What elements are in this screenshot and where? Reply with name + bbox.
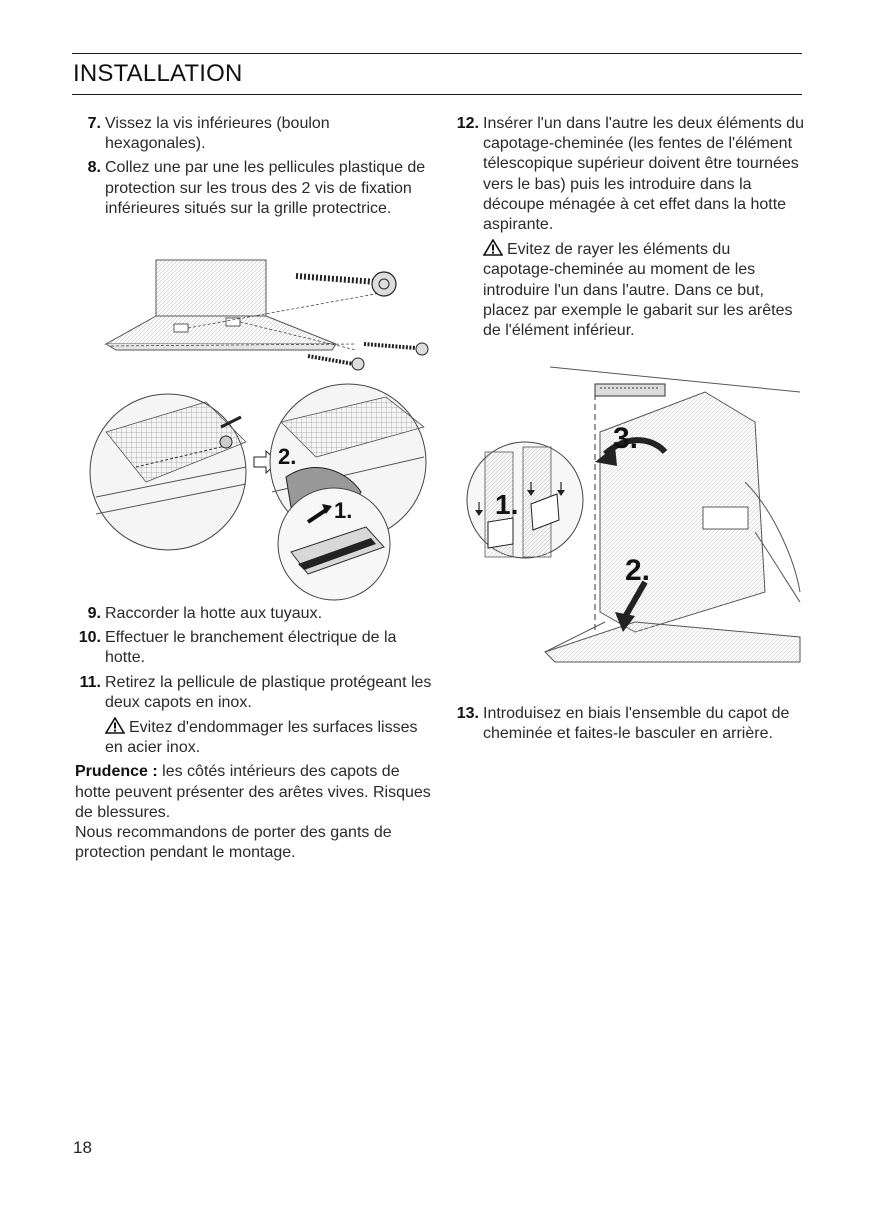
step-8	[75, 158, 430, 219]
step-number: 9.	[87, 605, 101, 622]
warning-note-12	[453, 239, 805, 341]
warning-note-11	[75, 717, 435, 758]
warning-text: Evitez d'endommager les surfaces lisses en acier inox.	[105, 719, 418, 757]
caution-text: les côtés intérieurs des capots de hotte peuvent présenter des arêtes vives. Risques de blessures.	[75, 763, 431, 821]
step-number: 8.	[87, 159, 101, 177]
step-13	[453, 704, 805, 744]
figure-label-3: 3.	[613, 422, 639, 455]
detail-circle	[467, 442, 583, 558]
caution-paragraph	[75, 762, 435, 823]
step-text: Insérer l'un dans l'autre les deux éléments du capotage-cheminée (les fentes de l'élément télescopique supérieur doivent être tournées vers le bas) puis les introduire dans la découpe ménagée à cet effet dans la hotte aspirante.	[483, 115, 804, 234]
step-text: Raccorder la hotte aux tuyaux.	[105, 605, 323, 622]
step-9	[75, 604, 435, 624]
step-number: 11.	[79, 673, 101, 691]
step-text: Retirez la pellicule de plastique protégeant les deux capots en inox.	[105, 673, 432, 711]
left-column	[75, 114, 430, 223]
hood-drawing	[106, 260, 386, 350]
step-text: Introduisez en biais l'ensemble du capot de cheminée et faites-le basculer en arrière.	[483, 705, 790, 743]
figure-label-1: 1.	[334, 498, 353, 523]
page-number: 18	[73, 1138, 92, 1157]
caution-label: Prudence :	[75, 763, 158, 781]
figure-chimney-assembly	[455, 362, 805, 672]
detail-circle-left	[90, 394, 246, 550]
screw-icon	[296, 272, 428, 370]
figure-label-1: 1.	[495, 489, 519, 520]
figure-label-2: 2.	[625, 554, 651, 587]
warning-text: Evitez de rayer les éléments du capotage-cheminée au moment de les introduire l'un dans l'autre. Dans ce but, placez par exemple le gabarit sur les arêtes de l'élément inférieur.	[483, 241, 793, 340]
step-number: 10.	[78, 629, 101, 647]
chimney-cover	[545, 392, 800, 662]
left-column-bottom	[75, 604, 435, 863]
header-rule-bottom	[72, 94, 802, 95]
step-10	[75, 628, 435, 668]
step-number: 12.	[456, 115, 479, 132]
step-text: Collez une par une les pellicules plastique de protection sur les trous des 2 vis de fixation inférieures situés sur la grille protectrice.	[105, 159, 426, 217]
warning-triangle-icon	[483, 239, 503, 256]
figure-label-2: 2.	[278, 444, 297, 469]
step-number: 13.	[456, 705, 479, 722]
header-rule-top	[72, 53, 802, 54]
step-number: 7.	[87, 115, 101, 132]
right-column	[453, 114, 805, 345]
caution-paragraph-2: Nous recommandons de porter des gants de protection pendant le montage.	[75, 824, 392, 862]
step-11	[75, 673, 435, 713]
warning-triangle-icon	[105, 717, 125, 734]
step-12	[453, 114, 805, 235]
right-column-bottom	[453, 704, 805, 748]
figure-screw-installation	[86, 252, 431, 608]
section-title: INSTALLATION	[73, 60, 243, 87]
step-text: Vissez la vis inférieures (boulon hexagonales).	[105, 115, 330, 153]
step-text: Effectuer le branchement électrique de la hotte.	[105, 629, 397, 667]
step-7	[75, 114, 430, 154]
